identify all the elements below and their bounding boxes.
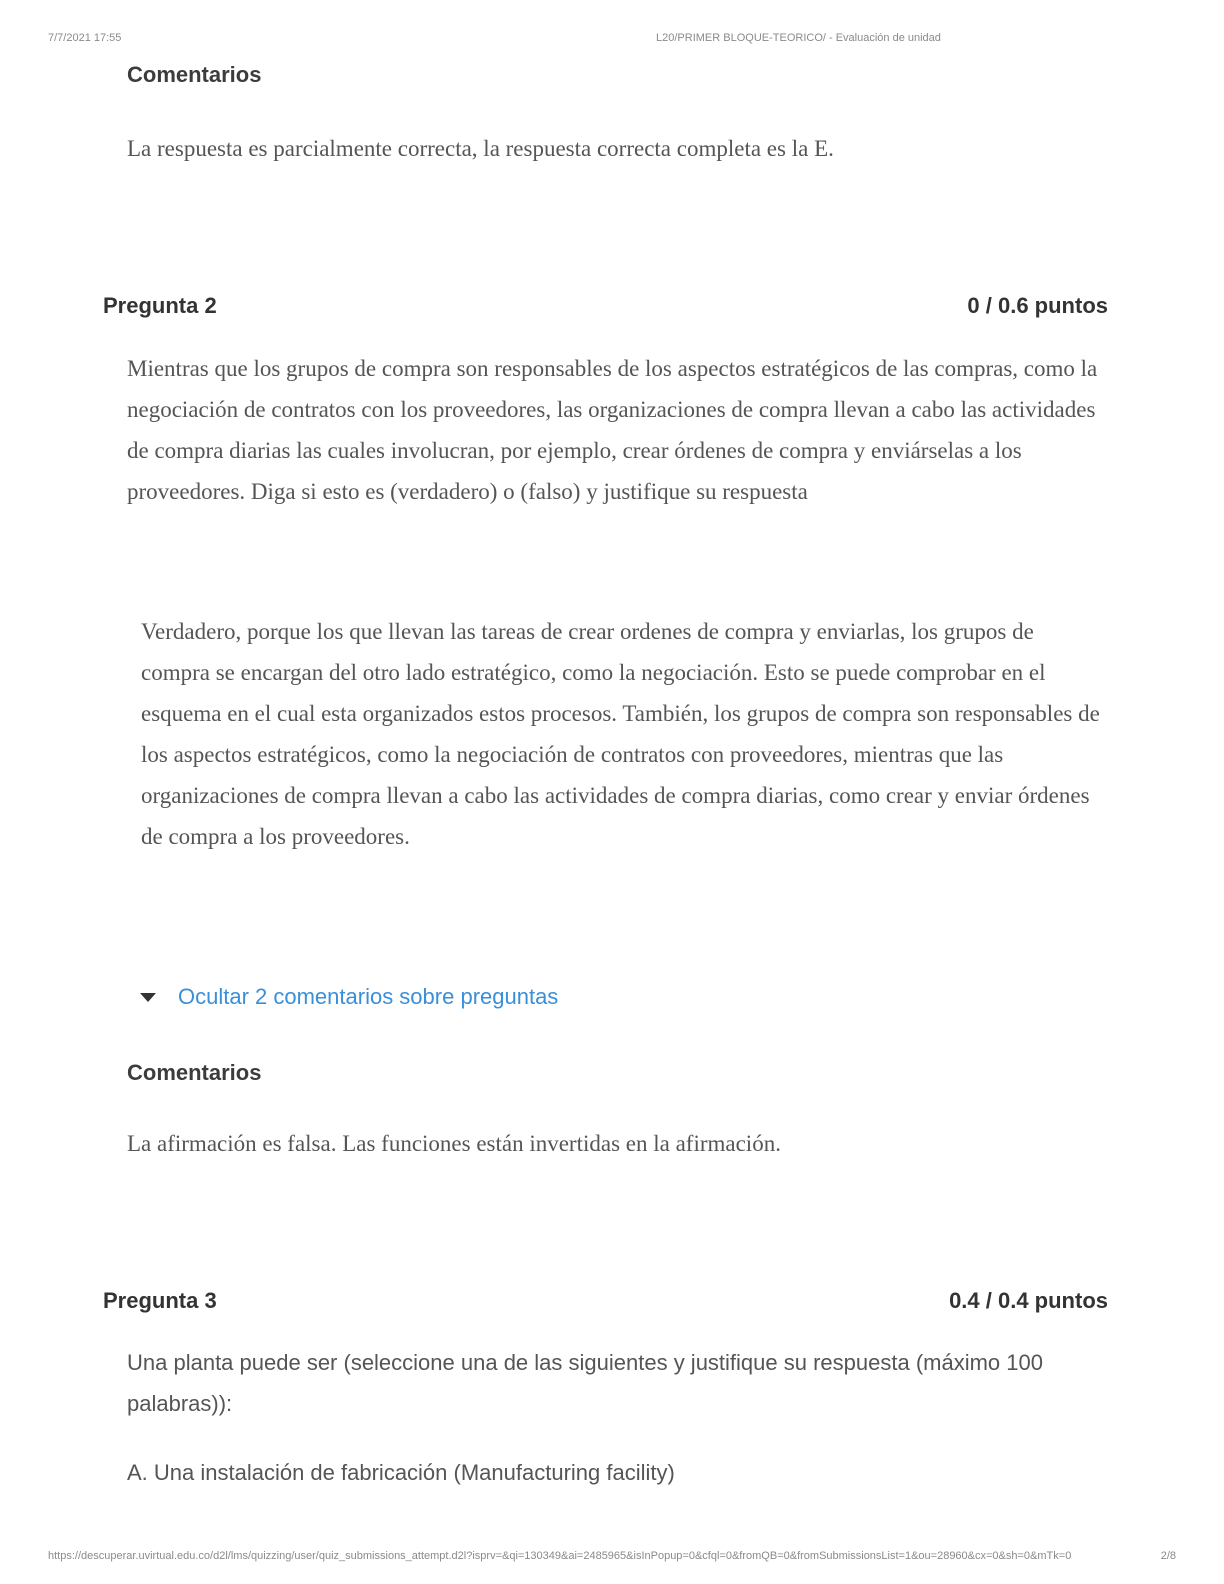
comment-label-q1: Comentarios <box>127 62 262 87</box>
page-number: 2/8 <box>1160 1550 1176 1562</box>
question-3-text: Una planta puede ser (seleccione una de las siguientes y justifique su respuesta (máximo 100 palabras)): <box>127 1350 1043 1416</box>
question-3-header <box>103 1288 1108 1318</box>
hide-comments-link[interactable]: Ocultar 2 comentarios sobre preguntas <box>178 984 559 1009</box>
question-3-title: Pregunta 3 <box>103 1288 217 1313</box>
print-page-title: L20/PRIMER BLOQUE-TEORICO/ - Evaluación de unidad <box>656 32 941 44</box>
print-header <box>48 32 1176 50</box>
question-2-title: Pregunta 2 <box>103 293 217 318</box>
print-url: https://descuperar.uvirtual.edu.co/d2l/lms/quizzing/user/quiz_submissions_attempt.d2l?isprv=&qi=130349&ai=2485965&isInPopup=0&cfql=0&fromQB=0&fromSubmissionsList=1&ou=28960&cx=0&sh=0&mTk=0 <box>48 1550 1072 1562</box>
question-3-score: 0.4 / 0.4 puntos <box>949 1288 1108 1313</box>
caret-down-icon <box>140 993 156 1002</box>
comment-text-q2: La afirmación es falsa. Las funciones están invertidas en la afirmación. <box>127 1131 781 1156</box>
question-3-option-a: A. Una instalación de fabricación (Manufacturing facility) <box>127 1460 675 1485</box>
hide-comments-toggle[interactable] <box>140 982 558 1012</box>
comment-label-q2: Comentarios <box>127 1060 262 1085</box>
comment-text-q1: La respuesta es parcialmente correcta, la respuesta correcta completa es la E. <box>127 136 834 161</box>
print-footer <box>48 1550 1176 1568</box>
question-2-text: Mientras que los grupos de compra son responsables de los aspectos estratégicos de las compras, como la negociación de contratos con los proveedores, las organizaciones de compra llevan a cabo las actividades de compra diarias las cuales involucran, por ejemplo, crear órdenes de compra y enviárselas a los proveedores. Diga si esto es (verdadero) o (falso) y justifique su respuesta <box>127 356 1098 504</box>
question-2-answer: Verdadero, porque los que llevan las tareas de crear ordenes de compra y enviarlas, los grupos de compra se encargan del otro lado estratégico, como la negociación. Esto se puede comprobar en el esquema en el cual esta organizados estos procesos. También, los grupos de compra son responsables de los aspectos estratégicos, como la negociación de contratos con proveedores, mientras que las organizaciones de compra llevan a cabo las actividades de compra diarias, como crear y enviar órdenes de compra a los proveedores. <box>141 619 1100 849</box>
question-2-score: 0 / 0.6 puntos <box>967 293 1108 318</box>
question-2-header <box>103 293 1108 323</box>
print-date: 7/7/2021 17:55 <box>48 32 122 44</box>
